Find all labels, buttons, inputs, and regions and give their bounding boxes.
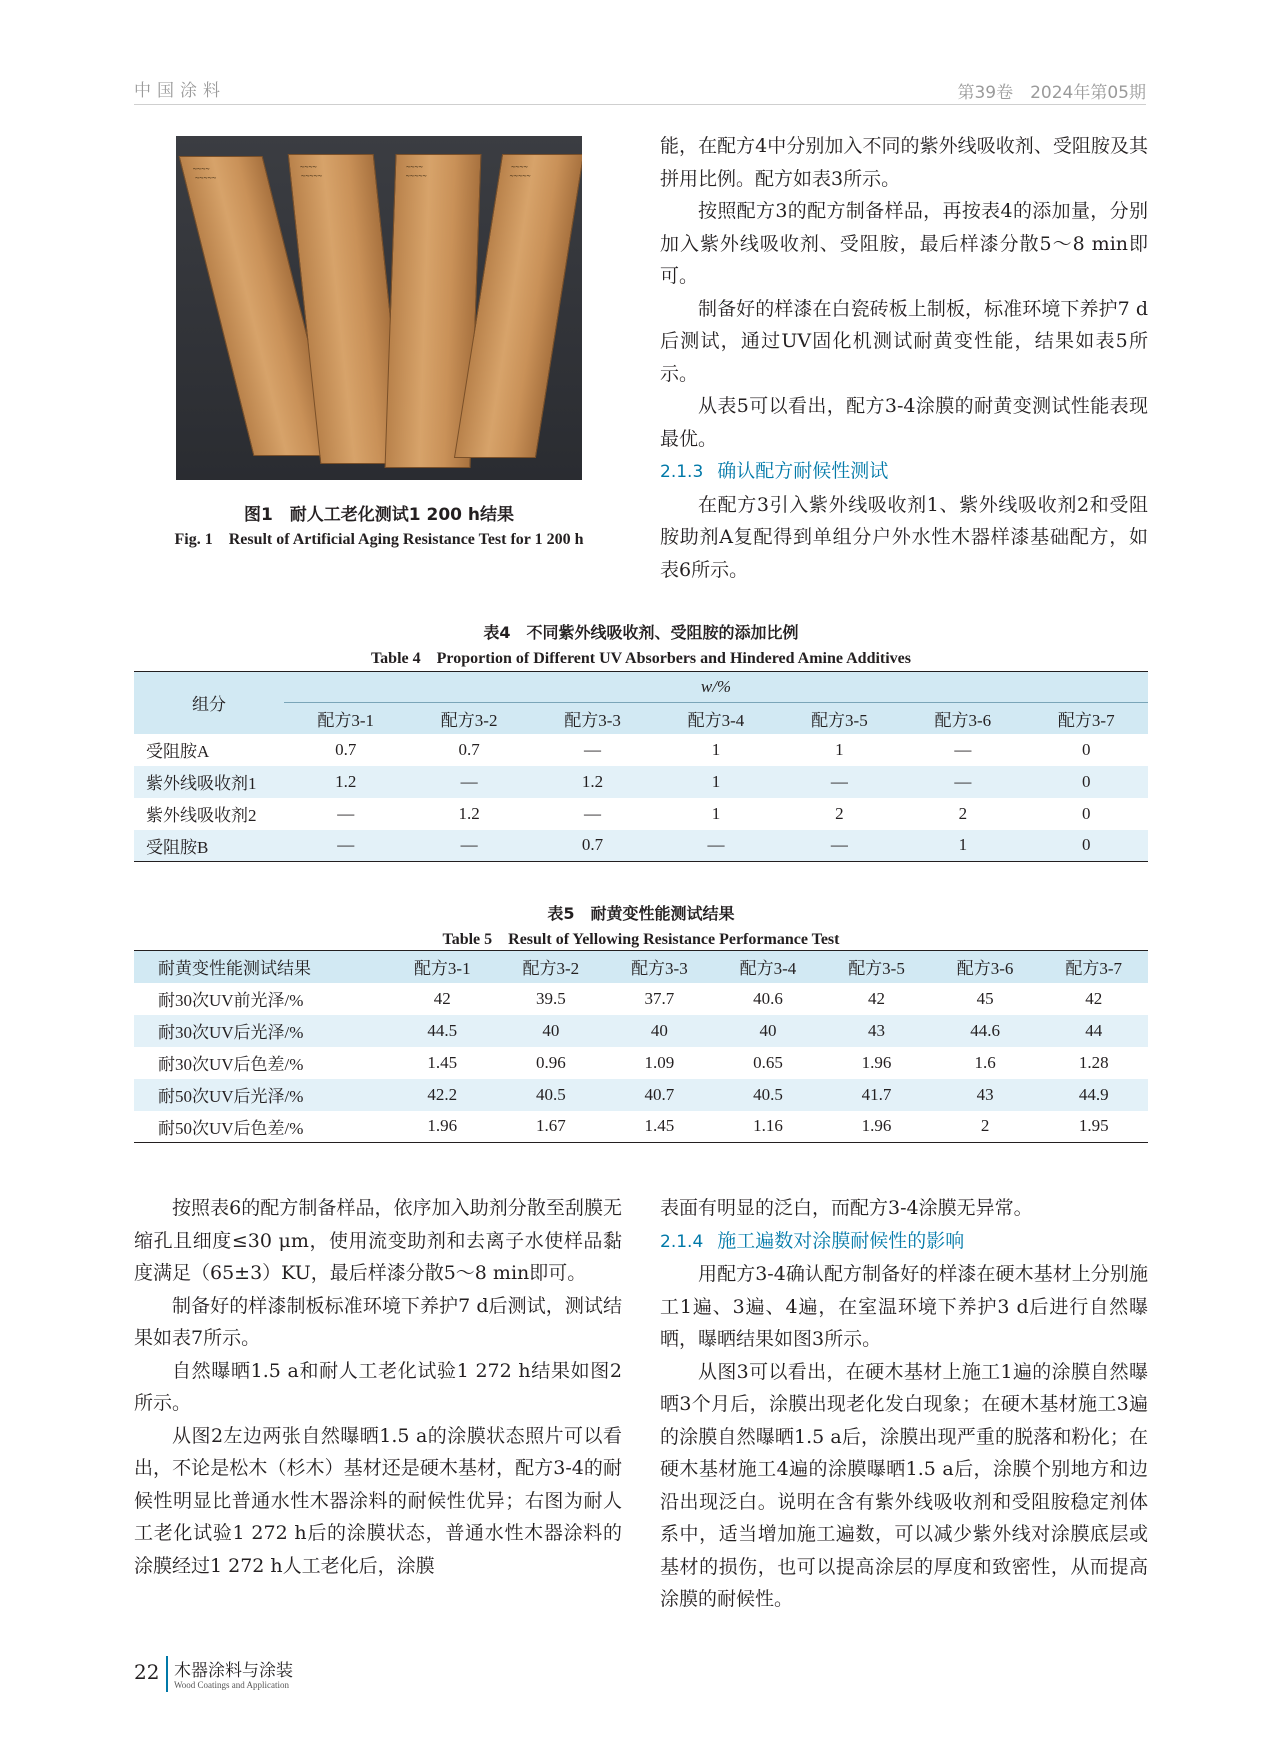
table-row xyxy=(134,1047,1148,1079)
issue-info: 第39卷 2024年第05期 xyxy=(957,83,1146,103)
table-cell: 0.65 xyxy=(753,1052,783,1072)
paragraph: 从表5可以看出，配方3-4涂膜的耐黄变测试性能表现最优。 xyxy=(660,395,1148,450)
table-cell: 0.7 xyxy=(335,739,357,759)
paragraph: 从图3可以看出，在硬木基材上施工1遍的涂膜自然曝晒3个月后，涂膜出现老化发白现象；在硬木基材施工3遍的涂膜自然曝晒1.5 a后，涂膜出现严重的脱落和粉化；在硬木基材施工4遍的涂膜曝晒1.5 a后，涂膜个别地方和边沿出现泛白。说明在含有紫外线吸收剂和受阻胺稳定剂体系中，适当增加施工遍数，可以减少紫外线对涂膜底层或基材的损伤，也可以提高涂层的厚度和致密性，从而提高涂膜的耐候性。 xyxy=(660,1360,1148,1610)
table-cell: 40 xyxy=(650,1020,668,1040)
table-cell: 44 xyxy=(1085,1020,1103,1040)
section-title: 确认配方耐候性测试 xyxy=(717,460,889,482)
figure1-caption-en: Fig. 1 Result of Artificial Aging Resistance Test for 1 200 h xyxy=(174,531,584,548)
table5-column-header: 配方3-6 xyxy=(956,959,1014,979)
table-cell: 0 xyxy=(1082,771,1091,791)
table-cell: 1.6 xyxy=(974,1052,996,1072)
table-row xyxy=(134,830,1148,862)
table5-column-header: 配方3-4 xyxy=(739,959,797,979)
table-cell: 1.67 xyxy=(535,1116,566,1136)
paragraph: 制备好的样漆制板标准环境下养护7 d后测试，测试结果如表7所示。 xyxy=(134,1294,622,1349)
table-cell: 0.7 xyxy=(458,739,480,759)
figure1-caption-cn: 图1 耐人工老化测试1 200 h结果 xyxy=(243,505,515,525)
footer-divider xyxy=(166,1656,168,1692)
table-row xyxy=(134,734,1148,766)
table-row xyxy=(134,1111,1148,1143)
paragraph: 在配方3引入紫外线吸收剂1、紫外线吸收剂2和受阻胺助剂A复配得到单组分户外水性木器样漆基础配方，如表6所示。 xyxy=(660,493,1148,581)
table-cell: 37.7 xyxy=(644,988,675,1008)
table-cell: — xyxy=(337,835,355,855)
table4-caption-cn: 表4 不同紫外线吸收剂、受阻胺的添加比例 xyxy=(483,623,799,642)
table-cell: 1 xyxy=(711,739,721,759)
table-cell: — xyxy=(584,739,602,759)
row-label: 紫外线吸收剂1 xyxy=(146,774,257,793)
table-cell: 1 xyxy=(958,835,968,855)
table4-group-header: 组分 xyxy=(192,695,226,715)
table4-column-header: 配方3-4 xyxy=(687,710,745,730)
table-cell: — xyxy=(954,771,972,791)
table-cell: 40.6 xyxy=(753,988,783,1008)
table5-caption-cn: 表5 耐黄变性能测试结果 xyxy=(547,904,735,923)
table-cell: — xyxy=(707,835,725,855)
wood-plank: ~~~~ ~~~~~ xyxy=(288,154,407,464)
paragraph: 用配方3-4确认配方制备好的样漆在硬木基材上分别施工1遍、3遍、4遍，在室温环境下养护3 d后进行自然曝晒，曝晒结果如图3所示。 xyxy=(660,1263,1148,1350)
section-heading-2-1-3 xyxy=(660,455,1148,489)
table-cell: 45 xyxy=(976,988,994,1008)
right-column-bottom xyxy=(660,1192,1148,1616)
table5-column-header: 配方3-3 xyxy=(631,959,688,979)
paragraph: 表面有明显的泛白，而配方3-4涂膜无异常。 xyxy=(660,1197,1033,1219)
table4-column-header: 配方3-2 xyxy=(440,710,498,730)
table-cell: 43 xyxy=(868,1020,886,1040)
table-cell: 1.45 xyxy=(644,1116,675,1136)
table-cell: 39.5 xyxy=(535,988,566,1008)
table5-column-header: 配方3-1 xyxy=(413,959,471,979)
row-label: 耐50次UV后色差/% xyxy=(158,1118,304,1138)
row-label: 紫外线吸收剂2 xyxy=(146,806,257,825)
table-cell: 1.2 xyxy=(335,771,357,791)
table-cell: 40.5 xyxy=(753,1084,783,1104)
table5-caption-en: Table 5 Result of Yellowing Resistance Performance Test xyxy=(442,931,840,948)
journal-name: 中国涂料 xyxy=(134,81,226,101)
table4-column-header: 配方3-6 xyxy=(934,710,992,730)
table-cell: 1.96 xyxy=(861,1116,892,1136)
page-number: 22 xyxy=(134,1660,160,1684)
table-cell: 44.5 xyxy=(427,1020,458,1040)
table-cell: 42.2 xyxy=(427,1084,458,1104)
section-number: 2.1.4 xyxy=(660,1231,704,1252)
table-cell: 1.2 xyxy=(581,771,604,791)
table-cell: 42 xyxy=(868,988,886,1008)
table-cell: — xyxy=(830,771,848,791)
table-row xyxy=(134,1079,1148,1111)
table-cell: 40 xyxy=(542,1020,560,1040)
section-number: 2.1.3 xyxy=(660,462,704,482)
table-cell: 40 xyxy=(759,1020,777,1040)
table-cell: 0.96 xyxy=(535,1052,566,1072)
paragraph: 按照表6的配方制备样品，依序加入助剂分散至刮膜无缩孔且细度≤30 μm，使用流变助剂和去离子水使样品黏度满足（65±3）KU，最后样漆分散5～8 min即可。 xyxy=(134,1197,622,1284)
table-cell: — xyxy=(954,739,972,759)
table-cell: 1.96 xyxy=(427,1116,458,1136)
table5 xyxy=(134,950,1148,1143)
table-cell: 44.6 xyxy=(970,1020,1000,1040)
header-divider xyxy=(134,104,1146,105)
wood-plank: ~~~~ ~~~~~ xyxy=(385,154,482,468)
table-cell: 1 xyxy=(835,739,844,759)
table-cell: 1 xyxy=(711,771,721,791)
table-cell: 2 xyxy=(835,803,844,823)
table-cell: 0 xyxy=(1082,739,1091,759)
table-cell: 40.7 xyxy=(644,1084,675,1104)
table-cell: — xyxy=(584,803,602,823)
table5-column-header: 配方3-5 xyxy=(848,959,905,979)
table-row xyxy=(134,798,1148,830)
figure1-photo xyxy=(176,136,582,480)
table-cell: 0 xyxy=(1082,803,1091,823)
paragraph: 自然曝晒1.5 a和耐人工老化试验1 272 h结果如图2所示。 xyxy=(134,1359,622,1414)
table-cell: 44.9 xyxy=(1078,1084,1109,1104)
table-cell: 42 xyxy=(1085,988,1103,1008)
paragraph: 从图2左边两张自然曝晒1.5 a的涂膜状态照片可以看出，不论是松木（杉木）基材还是硬木基材，配方3-4的耐候性明显比普通水性木器涂料的耐候性优异；右图为耐人工老化试验1 272 h后的涂膜状态，普通水性木器涂料的涂膜经过1 272 h人工老化后，涂膜 xyxy=(134,1424,622,1577)
wood-plank: ~~~~ ~~~~~ xyxy=(454,154,582,458)
table-row xyxy=(134,766,1148,798)
table4-column-header: 配方3-7 xyxy=(1057,710,1115,730)
row-label: 耐30次UV后色差/% xyxy=(158,1055,304,1074)
row-label: 耐30次UV后光泽/% xyxy=(158,1023,304,1042)
row-label: 耐30次UV前光泽/% xyxy=(158,991,304,1010)
table-cell: — xyxy=(830,835,848,855)
table-cell: 1 xyxy=(711,803,721,823)
table-cell: 2 xyxy=(980,1116,990,1136)
table-cell: 1.96 xyxy=(861,1052,892,1072)
table4 xyxy=(134,671,1148,862)
wood-plank: ~~~~ ~~~~~ xyxy=(179,156,338,456)
table-cell: — xyxy=(460,771,478,791)
footer-journal-cn: 木器涂料与涂装 xyxy=(174,1661,293,1681)
table4-column-header: 配方3-1 xyxy=(317,710,375,730)
section-heading-2-1-4 xyxy=(660,1225,1148,1259)
table-cell: 40.5 xyxy=(535,1084,566,1104)
table-row xyxy=(134,1015,1148,1047)
table-cell: 2 xyxy=(958,803,968,823)
right-column-top xyxy=(660,130,1148,586)
table-cell: 43 xyxy=(976,1084,994,1104)
table-cell: 41.7 xyxy=(861,1084,892,1104)
table-cell: 1.09 xyxy=(644,1052,675,1072)
paragraph: 制备好的样漆在白瓷砖板上制板，标准环境下养护7 d后测试，通过UV固化机测试耐黄变性能，结果如表5所示。 xyxy=(660,297,1148,385)
table-cell: 42 xyxy=(433,988,451,1008)
table4-column-header: 配方3-5 xyxy=(811,710,868,730)
table-cell: 1.95 xyxy=(1078,1116,1109,1136)
section-title: 施工遍数对涂膜耐候性的影响 xyxy=(717,1229,965,1252)
table-cell: 1.16 xyxy=(753,1116,783,1136)
table4-caption-en: Table 4 Proportion of Different UV Absorbers and Hindered Amine Additives xyxy=(370,650,912,667)
table5-column-header: 配方3-7 xyxy=(1065,959,1123,979)
table-cell: — xyxy=(460,835,478,855)
paragraph: 按照配方3的配方制备样品，再按表4的添加量，分别加入紫外线吸收剂、受阻胺，最后样漆分散5～8 min即可。 xyxy=(660,200,1148,287)
row-label: 受阻胺A xyxy=(146,742,210,761)
table-cell: — xyxy=(337,803,355,823)
table-cell: 1.2 xyxy=(458,803,480,823)
paragraph: 能，在配方4中分别加入不同的紫外线吸收剂、受阻胺及其拼用比例。配方如表3所示。 xyxy=(660,135,1148,190)
table-cell: 1.28 xyxy=(1078,1052,1109,1072)
left-column-bottom xyxy=(134,1192,622,1582)
table4-unit-header: w/% xyxy=(284,672,1148,703)
table-cell: 0 xyxy=(1082,835,1091,855)
table-cell: 1.45 xyxy=(427,1052,458,1072)
row-label: 耐50次UV后光泽/% xyxy=(158,1087,304,1106)
footer-journal-en: Wood Coatings and Application xyxy=(174,1680,290,1690)
table4-column-header: 配方3-3 xyxy=(564,710,621,730)
table-cell: 0.7 xyxy=(581,835,604,855)
table5-first-header: 耐黄变性能测试结果 xyxy=(158,959,311,979)
table5-column-header: 配方3-2 xyxy=(522,959,580,979)
table-row xyxy=(134,983,1148,1015)
row-label: 受阻胺B xyxy=(146,837,209,857)
